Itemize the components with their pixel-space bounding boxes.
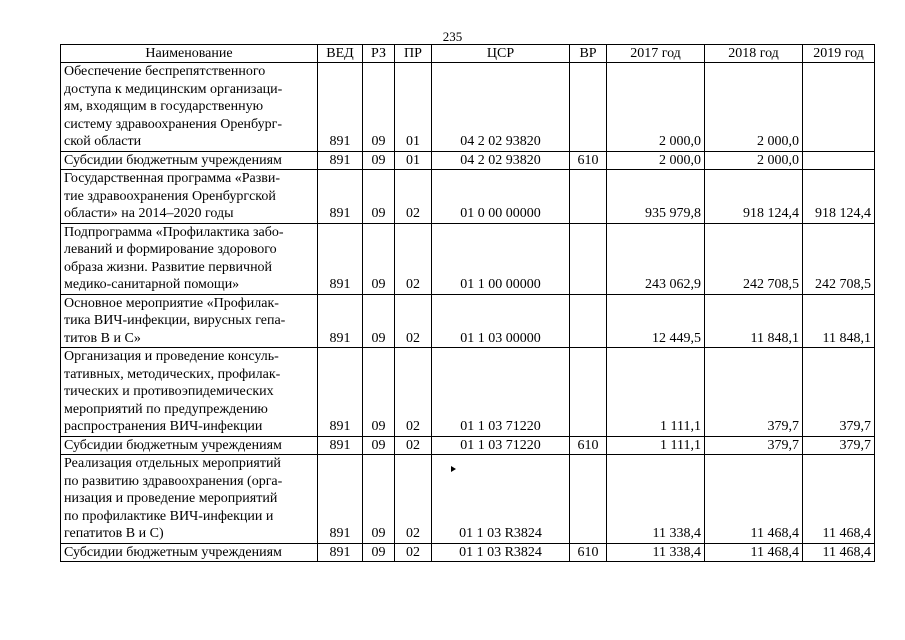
table-row <box>61 543 875 562</box>
cell-2017: 11 338,4 <box>607 543 705 562</box>
cell-2019: 379,7 <box>803 436 875 455</box>
cell-2018: 379,7 <box>705 348 803 437</box>
cell-name: Государственная программа «Разви- тие здравоохранения Оренбургской области» на 2014–2020 годы <box>61 170 318 224</box>
cell-ved: 891 <box>318 170 363 224</box>
table-row <box>61 151 875 170</box>
cell-csr: 04 2 02 93820 <box>432 63 570 152</box>
cell-vr: 610 <box>570 151 607 170</box>
budget-table <box>60 44 875 562</box>
header-year-2019: 2019 год <box>803 45 875 63</box>
cell-pr: 02 <box>395 348 432 437</box>
header-ved: ВЕД <box>318 45 363 63</box>
cell-pr: 02 <box>395 436 432 455</box>
cell-ved: 891 <box>318 436 363 455</box>
cell-vr <box>570 223 607 294</box>
cell-2019: 11 848,1 <box>803 294 875 348</box>
cell-name: Основное мероприятие «Профилак- тика ВИЧ-инфекции, вирусных гепа- титов В и С» <box>61 294 318 348</box>
cell-2017: 2 000,0 <box>607 151 705 170</box>
cell-name: Организация и проведение консуль- тативных, методических, профилак- тических и противоэпидемических мероприятий по предупреждению распространения ВИЧ-инфекции <box>61 348 318 437</box>
cell-pr: 02 <box>395 223 432 294</box>
cell-2017: 935 979,8 <box>607 170 705 224</box>
cell-2017: 243 062,9 <box>607 223 705 294</box>
cell-pr: 01 <box>395 63 432 152</box>
cell-rz: 09 <box>363 348 395 437</box>
cell-rz: 09 <box>363 63 395 152</box>
cell-rz: 09 <box>363 455 395 544</box>
cell-vr <box>570 455 607 544</box>
header-csr: ЦСР <box>432 45 570 63</box>
cell-2018: 11 468,4 <box>705 455 803 544</box>
cell-2018: 918 124,4 <box>705 170 803 224</box>
table-row <box>61 348 875 437</box>
cell-pr: 02 <box>395 455 432 544</box>
cell-vr <box>570 294 607 348</box>
cell-vr: 610 <box>570 436 607 455</box>
cell-ved: 891 <box>318 543 363 562</box>
cell-2019 <box>803 151 875 170</box>
table-row <box>61 170 875 224</box>
stray-arrow-mark <box>451 466 456 472</box>
cell-name: Обеспечение беспрепятственного доступа к медицинским организаци- ям, входящим в государственную систему здравоохранения Оренбург- ской области <box>61 63 318 152</box>
cell-ved: 891 <box>318 294 363 348</box>
cell-csr: 01 1 00 00000 <box>432 223 570 294</box>
cell-2017: 11 338,4 <box>607 455 705 544</box>
cell-2017: 1 111,1 <box>607 436 705 455</box>
cell-pr: 02 <box>395 543 432 562</box>
cell-2019: 242 708,5 <box>803 223 875 294</box>
cell-rz: 09 <box>363 151 395 170</box>
cell-rz: 09 <box>363 223 395 294</box>
cell-ved: 891 <box>318 151 363 170</box>
cell-vr <box>570 63 607 152</box>
cell-2019: 11 468,4 <box>803 455 875 544</box>
cell-rz: 09 <box>363 543 395 562</box>
cell-2018: 11 848,1 <box>705 294 803 348</box>
header-vr: ВР <box>570 45 607 63</box>
cell-2018: 2 000,0 <box>705 63 803 152</box>
header-pr: ПР <box>395 45 432 63</box>
cell-pr: 01 <box>395 151 432 170</box>
table-body <box>61 63 875 562</box>
cell-2017: 1 111,1 <box>607 348 705 437</box>
cell-name: Субсидии бюджетным учреждениям <box>61 151 318 170</box>
cell-csr: 01 1 03 R3824 <box>432 543 570 562</box>
cell-name: Субсидии бюджетным учреждениям <box>61 543 318 562</box>
cell-csr: 01 0 00 00000 <box>432 170 570 224</box>
table-row <box>61 436 875 455</box>
cell-2017: 12 449,5 <box>607 294 705 348</box>
cell-csr: 01 1 03 00000 <box>432 294 570 348</box>
table-row <box>61 294 875 348</box>
header-year-2018: 2018 год <box>705 45 803 63</box>
cell-ved: 891 <box>318 348 363 437</box>
cell-name: Подпрограмма «Профилактика забо- леваний и формирование здорового образа жизни. Развитие первичной медико-санитарной помощи» <box>61 223 318 294</box>
cell-2017: 2 000,0 <box>607 63 705 152</box>
cell-name: Субсидии бюджетным учреждениям <box>61 436 318 455</box>
cell-2018: 2 000,0 <box>705 151 803 170</box>
cell-ved: 891 <box>318 455 363 544</box>
cell-name: Реализация отдельных мероприятий по развитию здравоохранения (орга- низация и проведение мероприятий по профилактике ВИЧ-инфекции и гепатитов В и С) <box>61 455 318 544</box>
cell-2018: 242 708,5 <box>705 223 803 294</box>
table-row <box>61 455 875 544</box>
header-rz: РЗ <box>363 45 395 63</box>
cell-2019 <box>803 63 875 152</box>
cell-csr: 01 1 03 71220 <box>432 348 570 437</box>
cell-csr: 01 1 03 71220 <box>432 436 570 455</box>
cell-2019: 379,7 <box>803 348 875 437</box>
cell-vr <box>570 348 607 437</box>
cell-pr: 02 <box>395 294 432 348</box>
cell-pr: 02 <box>395 170 432 224</box>
cell-rz: 09 <box>363 436 395 455</box>
page-number: 235 <box>442 29 463 44</box>
cell-vr <box>570 170 607 224</box>
cell-2018: 11 468,4 <box>705 543 803 562</box>
cell-rz: 09 <box>363 294 395 348</box>
cell-vr: 610 <box>570 543 607 562</box>
table-header-row <box>61 45 875 63</box>
cell-2019: 11 468,4 <box>803 543 875 562</box>
cell-2019: 918 124,4 <box>803 170 875 224</box>
cell-2018: 379,7 <box>705 436 803 455</box>
cell-csr: 04 2 02 93820 <box>432 151 570 170</box>
cell-rz: 09 <box>363 170 395 224</box>
header-year-2017: 2017 год <box>607 45 705 63</box>
header-name: Наименование <box>61 45 318 63</box>
table-row <box>61 63 875 152</box>
cell-csr: 01 1 03 R3824 <box>432 455 570 544</box>
cell-ved: 891 <box>318 63 363 152</box>
cell-ved: 891 <box>318 223 363 294</box>
table-row <box>61 223 875 294</box>
